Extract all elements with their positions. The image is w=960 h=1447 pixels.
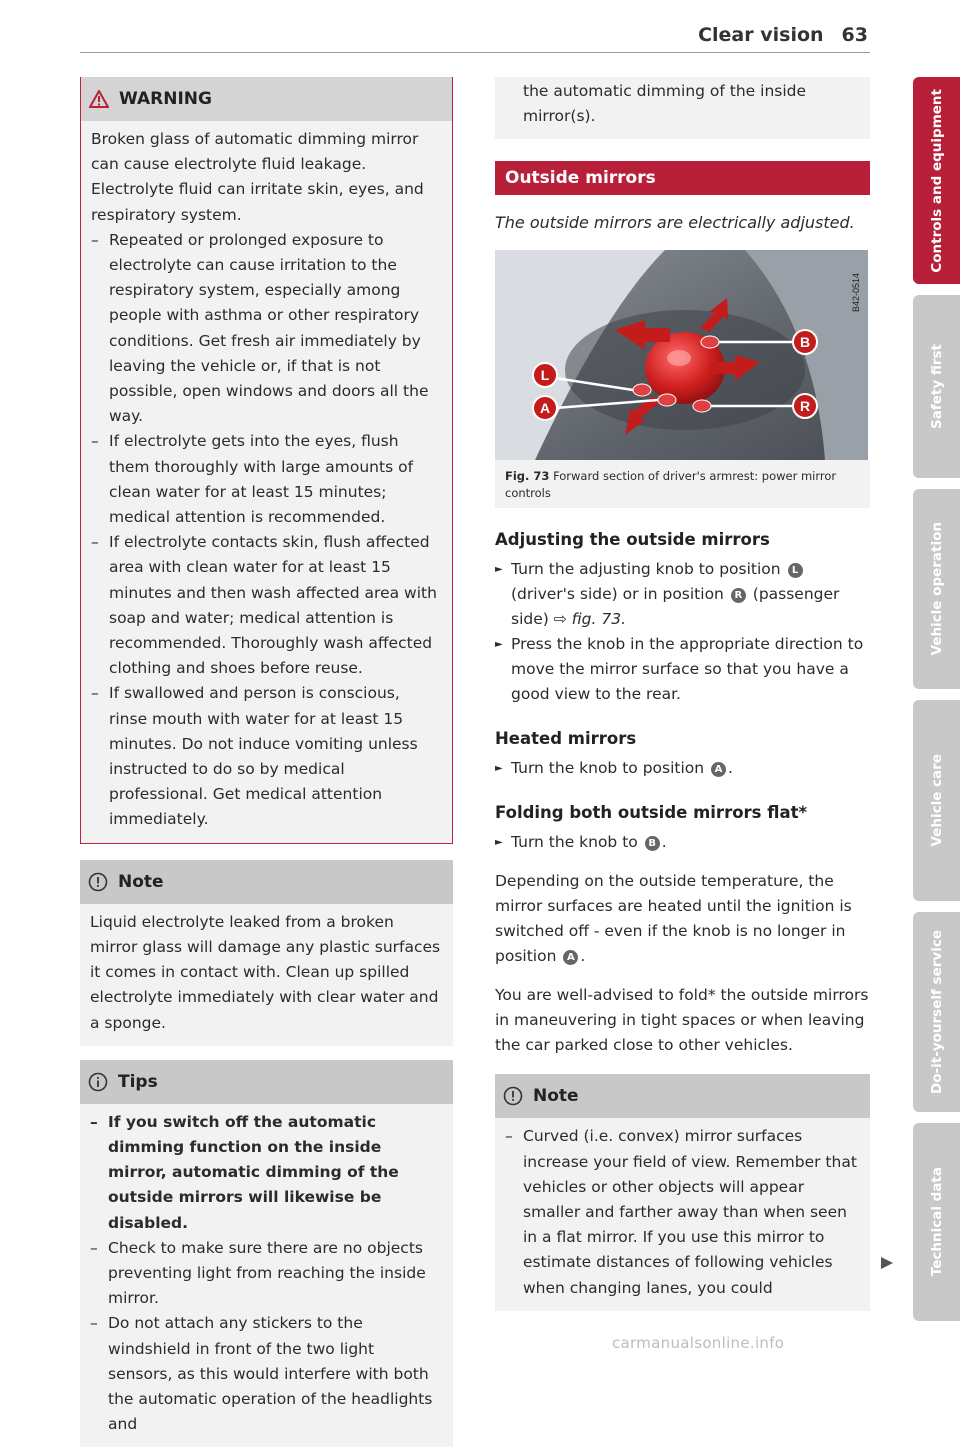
note-title: Note xyxy=(118,871,164,892)
tips-box xyxy=(80,1060,453,1447)
note-icon xyxy=(88,872,108,892)
tab-label: Controls and equipment xyxy=(928,88,945,273)
list-item: – Repeated or prolonged exposure to electrolyte can cause irritation to the respiratory system, especially among people with asthma or other respiratory conditions. Get fresh air immediately by leaving the vehicle or, if that is not possible, open windows and doors all the way. xyxy=(91,228,442,430)
folding-step: ► Turn the knob to B . xyxy=(495,830,870,855)
tab-vehicle-care[interactable] xyxy=(913,700,960,901)
note-title: Note xyxy=(533,1086,579,1107)
figure-caption-label: Fig. 73 xyxy=(505,469,550,484)
figure-reference-link[interactable]: ⇨ fig. 73. xyxy=(553,610,627,629)
list-item: – Check to make sure there are no objects preventing light from reaching the inside mirror. xyxy=(90,1236,443,1312)
note-box-right xyxy=(495,1074,870,1310)
note-icon xyxy=(503,1086,523,1106)
tab-vehicle-operation[interactable] xyxy=(913,489,960,689)
tab-technical-data[interactable] xyxy=(913,1123,960,1321)
list-item: – Curved (i.e. convex) mirror surfaces increase your field of view. Remember that vehicles or other objects will appear smaller and farther away than when seen in a flat mirror. If you use this mirror to estimate distances of following vehicles when changing lanes, you could xyxy=(505,1124,860,1300)
section-intro: The outside mirrors are electrically adjusted. xyxy=(495,213,855,233)
tab-label: Do-it-yourself service xyxy=(928,930,945,1094)
running-header xyxy=(698,24,868,46)
continued-arrow-icon xyxy=(880,1255,894,1274)
figure-caption xyxy=(495,460,870,508)
note-box xyxy=(80,860,453,1046)
page-number: 63 xyxy=(841,24,868,46)
warning-triangle-icon xyxy=(89,90,109,108)
folding-heading: Folding both outside mirrors flat* xyxy=(495,803,808,823)
list-item: – If swallowed and person is conscious, rinse mouth with water for at least 15 minutes. Do not induce vomiting unless instructed to do so by medical professional. Get medical attention immediately. xyxy=(91,681,442,832)
position-b-symbol: B xyxy=(645,836,660,851)
warning-title: WARNING xyxy=(119,89,212,109)
note-header xyxy=(495,1074,870,1118)
position-r-symbol: R xyxy=(731,588,746,603)
figure-caption-text: Forward section of driver's armrest: power mirror controls xyxy=(505,469,837,501)
note-list xyxy=(505,1124,860,1300)
heated-heading: Heated mirrors xyxy=(495,729,637,749)
step-text: Turn the adjusting knob to position xyxy=(511,560,781,579)
list-item: – Do not attach any stickers to the windshield in front of the two light sensors, as this would interfere with both the automatic operation of the headlights and xyxy=(90,1311,443,1437)
position-a-symbol: A xyxy=(711,762,726,777)
armrest-illustration xyxy=(495,250,868,460)
step-text: (driver's side) or in position xyxy=(511,585,724,604)
warning-intro: Broken glass of automatic dimming mirror can cause electrolyte fluid leakage. Electrolyte fluid can irritate skin, eyes, and respiratory system. xyxy=(91,130,424,224)
figure-label-r-text: R xyxy=(799,398,811,415)
list-item: – If you switch off the automatic dimming function on the inside mirror, automatic dimming of the outside mirrors will likewise be disabled. xyxy=(90,1110,443,1236)
tab-label: Technical data xyxy=(928,1167,945,1277)
tab-controls-and-equipment[interactable] xyxy=(913,77,960,284)
section-name: Clear vision xyxy=(698,24,824,46)
right-column xyxy=(495,77,870,1311)
warning-box xyxy=(80,77,453,844)
folding-paragraph: You are well-advised to fold* the outside mirrors in maneuvering in tight spaces or when leaving the car parked close to other vehicles. xyxy=(495,986,869,1055)
position-a-symbol: A xyxy=(563,950,578,965)
heating-paragraph: Depending on the outside temperature, the mirror surfaces are heated until the ignition is switched off - even if the knob is no longer in position A . xyxy=(495,872,852,966)
tips-title: Tips xyxy=(118,1071,158,1092)
figure-code: B42-0514 xyxy=(851,273,861,313)
tab-label: Vehicle operation xyxy=(928,522,945,656)
mirror-controls-figure xyxy=(495,250,868,460)
list-item: – If electrolyte gets into the eyes, flush them thoroughly with large amounts of clean water for at least 15 minutes; medical attention is recommended. xyxy=(91,429,442,530)
header-rule xyxy=(80,52,870,53)
info-icon xyxy=(88,1072,108,1092)
watermark: carmanualsonline.info xyxy=(612,1334,785,1352)
adjusting-step-2: ► Press the knob in the appropriate direction to move the mirror surface so that you have a good view to the rear. xyxy=(495,632,870,707)
section-title: Outside mirrors xyxy=(495,161,870,195)
adjusting-step-1 xyxy=(495,557,870,632)
step-text: (passenger side) xyxy=(511,585,840,629)
warning-header xyxy=(81,77,452,121)
figure-label-b-text: B xyxy=(799,334,811,351)
tab-do-it-yourself-service[interactable] xyxy=(913,912,960,1112)
note-header xyxy=(80,860,453,904)
tips-header xyxy=(80,1060,453,1104)
note-text: Liquid electrolyte leaked from a broken mirror glass will damage any plastic surfaces it comes in contact with. Clean up spilled electrolyte immediately with clear water and a sponge. xyxy=(90,912,441,1032)
continuation-text: the automatic dimming of the inside mirror(s). xyxy=(495,77,870,139)
left-column xyxy=(80,77,453,1447)
step-text: Turn the knob to xyxy=(511,833,638,852)
position-l-symbol: L xyxy=(788,563,803,578)
heated-step: ► Turn the knob to position A . xyxy=(495,756,870,781)
warning-list xyxy=(91,228,442,833)
paragraph-text: Depending on the outside temperature, the mirror surfaces are heated until the ignition is switched off - even if the knob is no longer in position xyxy=(495,872,852,966)
figure-label-a-text: A xyxy=(539,400,551,417)
list-item: – If electrolyte contacts skin, flush affected area with clean water for at least 15 minutes and then wash affected area with soap and water; medical attention is recommended. Thoroughly wash affected clothing and shoes before reuse. xyxy=(91,530,442,681)
tab-safety-first[interactable] xyxy=(913,295,960,478)
tab-label: Safety first xyxy=(928,344,945,429)
tips-list xyxy=(90,1110,443,1438)
step-text: Turn the knob to position xyxy=(511,759,705,778)
tab-label: Vehicle care xyxy=(928,754,945,847)
adjusting-heading: Adjusting the outside mirrors xyxy=(495,530,770,550)
figure-label-l-text: L xyxy=(540,367,550,384)
